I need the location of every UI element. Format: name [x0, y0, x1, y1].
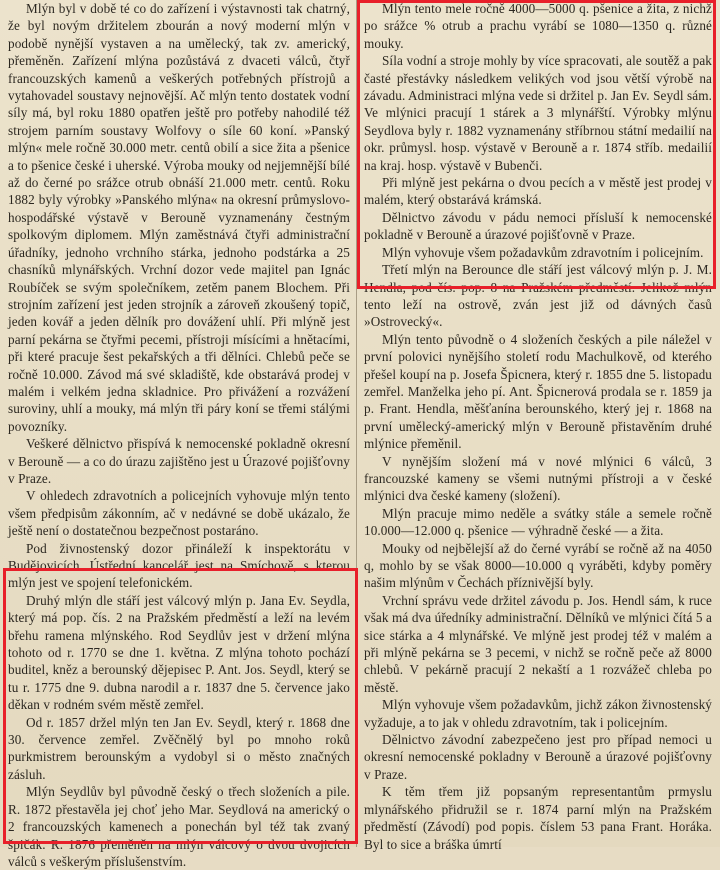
- right-paragraph-11: Vrchní správu vede držitel závodu p. Jos. Hendl sám, k ruce však má dva úředníky administrační. Dělníků ve mlýnici čítá 5 a sice stárka a 4 mlynářské. Ve mlýně jest prodej též v malém a při mlýně pekárna se 3 pecemi, v nichž se ročně peče až 8000 chlebů. V pekárně pracují 2 nekaští a 1 rozvážeč chleba po městě.: [364, 592, 712, 695]
- right-paragraph-7: Mlýn tento původně o 4 složeních českých a pile náležel v první polovici nynějšího století rodu Machulkově, od kterého přešel koupí na p. Josefa Špicnera, který r. 1855 dne 5. listopadu zemřel. Manželka jeho pí. Ant. Špicnerová prodala se r. 1859 ja p. Frant. Hendla, měšťanína berounského, který jej r. 1868 na první umělecký-americký mlýn v Berouně přistavěním druhé mlýnice přeměnil.: [364, 331, 712, 452]
- left-paragraph-5: Druhý mlýn dle stáří jest válcový mlýn p. Jana Ev. Seydla, který má pop. čís. 2 na Pražském předměstí a leží na levém břehu ramena mlýnského. Rod Seydlův jest v držení mlýna tohoto od r. 1770 se dne 1. května. Z mlýna tohoto pochází buditel, kněz a berounský dějepisec P. Ant. Jos. Seydl, který se tu r. 1775 dne 9. dubna narodil a r. 1837 dne 5. července jako děkan v rodném svém městě zemřel.: [8, 592, 350, 713]
- right-paragraph-5: Mlýn vyhovuje všem požadavkům zdravotním i policejním.: [382, 244, 704, 260]
- right-paragraph-2: Síla vodní a stroje mohly by více spracovati, ale soutěž a pak časté přestávky následkem velikých vod jsou větší výrobě na závadu. Administraci mlýna vede si držitel p. Jan Ev. Seydl sám. Ve mlýnici pracují 1 stárek a 3 mlynářští. Výrobky mlýnu Seydlova byly r. 1882 vyznamenány stříbrnou státní medailií na okr. průmysl. hosp. výstavě v Berouně a r. 1874 stříb. medailií na kraj. hosp. výstavě v Bubenči.: [364, 53, 712, 173]
- right-paragraph-14: K těm třem již popsaným representantům prmyslu mlynářského přidružil se r. 1874 parní mlýn na Pražském předměstí (Závodí) pod popis. číslem 53 pana Frant. Horáka. Byl to sice a bráška úmrtí: [364, 784, 712, 852]
- right-paragraph-4: Dělnictvo závodu v pádu nemoci přísluší k nemocenské pokladně v Berouně a úrazové pojišťovně v Praze.: [364, 209, 712, 243]
- column-divider: [356, 0, 357, 847]
- left-paragraph-3: V ohledech zdravotních a policejních vyhovuje mlýn tento všem předpisům zákonním, ač v nedávné se době ukázalo, že ještě není o dostatečnou bezpečnost postaráno.: [8, 488, 350, 539]
- right-column: [364, 0, 712, 852]
- right-paragraph-3: Při mlýně jest pekárna o dvou pecích a v městě jest prodej v malém, který obstarává krámská.: [364, 175, 712, 208]
- left-paragraph-6: Od r. 1857 držel mlýn ten Jan Ev. Seydl, který r. 1868 dne 30. července zemřel. Zvěčnělý byl po mnoho roků purkmistrem berounským a vydobyl si o město značných zásluh.: [8, 714, 350, 782]
- left-column: [8, 0, 350, 869]
- right-paragraph-6: Třetí mlýn na Berounce dle stáří jest válcový mlýn p. J. M. Hendla, pod čís. pop. 8 na Pražském předměstí. Jelikož mlýn tento leží na ostrově, zván jest již od dávných časů »Ostrovecký«.: [364, 262, 712, 330]
- right-paragraph-8: V nynějším složení má v nové mlýnici 6 válců, 3 francouzské kameny se všemi nutnými přístroji a v české mlýnici dva české kameny (složení).: [364, 453, 712, 504]
- left-paragraph-1: Mlýn byl v době té co do zařízení i výstavnosti tak chatrný, že byl novým držitelem zbourán a nový moderní mlýn v podobě nynější vystaven a na umělecký, tak zv. americký, přeměněn. Zařízení mlýna pozůstává z dvaceti válců, čtyř francouzských kamenů a veškerých potřebných přístrojů a vytahovadel soustavy nejnovější. Ač mlýn tento dostatek vodní síly má, byl roku 1880 opatřen ještě pro potřeby nahodilé též strojem parním soustavy Wolfovy o síle 60 koní. »Panský mlýn« mele ročně 30.000 metr. centů obilí a sice žita a pšenice a to pšenice české i uherské. Výroba mouky od nejjemnější bílé až do černé po srážce otrub obnáší 21.000 metr. centů. Roku 1882 byly výrobky »Panského mlýna« na okresní průmyslovo-hospodářské výstavě v Berouně vyznamenány čestným spolkovým diplomem. Mlýn zaměstnává čtyři administrační úřadníky, jednoho vrchního stárka, jednoho podstárka a 25 chasníků mlynářských. Vrchní dozor vede majitel pan Ignác Roubíček se svým společníkem, zetěm panem Blochem. Při strojním zařízení jest jeden strojník a zároveň zkoušený topič, jeden kovář a jeden dělník pro dovážení uhlí. Při mlýně jest parní pekárna se čtyřmi pecemi, přístroji mísícími a hnětacími, při které pracuje šest pekařských a tři dělníci. Chlebů peče se ročně 10.000. Závod má své skladiště, kde obstarává prodej v malém i velkém jedna skladnice. Pro přivážení a rozvážení suroviny, uhlí a mouky, má mlýn tři páry koní se třemi stálými povozníky.: [8, 1, 350, 434]
- right-paragraph-12: Mlýn vyhovuje všem požadavkům, jichž zákon živnostenský vyžaduje, a to jak v ohledu zdravotním, tak i policejním.: [364, 697, 712, 730]
- left-paragraph-7: Mlýn Seydlův byl původně český o třech složeních a pile. R. 1872 přestavěla jej choť jeho Mar. Seydlová na americký o 2 francouzských kamenech a ponechán byl též tak zvaný špičák. R. 1876 přeměněn na mlýn válcový o dvou dvojicích válců s veškerým příslušenstvím.: [8, 784, 350, 869]
- right-paragraph-9: Mlýn pracuje mimo neděle a svátky stále a semele ročně 10.000—12.000 q. pšenice — výhradně české — a žita.: [364, 505, 712, 539]
- left-paragraph-2: Veškeré dělnictvo přispívá k nemocenské pokladně okresní v Berouně — a co do úrazu zajištěno jest u Úrazové pojišťovny v Praze.: [8, 436, 350, 486]
- right-paragraph-1: Mlýn tento mele ročně 4000—5000 q. pšenice a žita, z nichž po srážce % otrub a prachu vyrábí se 1080—1350 q. různé mouky.: [364, 1, 712, 51]
- right-paragraph-13: Dělnictvo závodní zabezpečeno jest pro případ nemoci u okresní nemocenské pokladny v Berouně a úrazové pojišťovny v Praze.: [364, 732, 712, 782]
- left-paragraph-4: Pod živnostenský dozor přináleží k inspektorátu v Budějovicích. Ústřední kancelář jest na Smíchově, s kterou mlýn jest ve spojení telefonickém.: [8, 540, 350, 591]
- right-paragraph-10: Mouky od nejbělejší až do černé vyrábí se ročně až na 4050 q, mohlo by se však 8000—10.000 q vyráběti, kdyby poměry našim mlýnům v Čechách příznivější byly.: [364, 540, 712, 591]
